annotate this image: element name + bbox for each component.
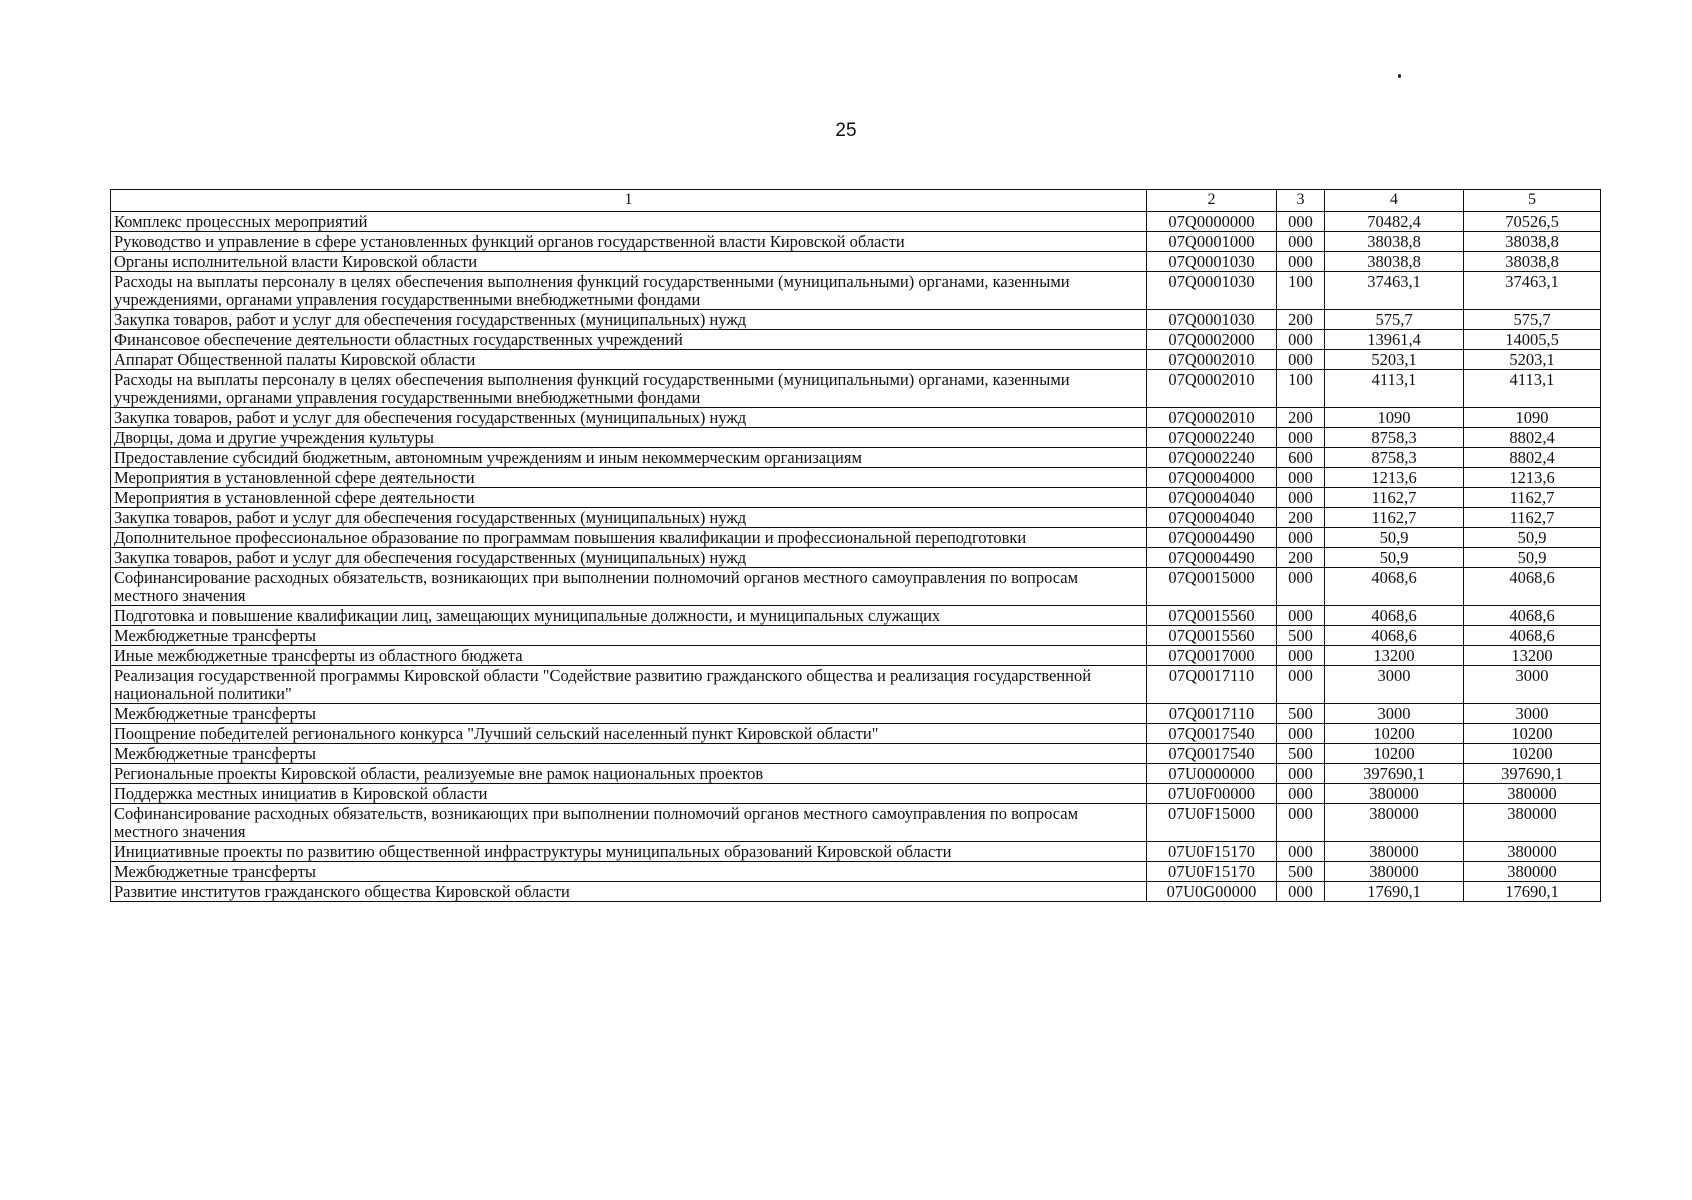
row-amount-1: 1090 (1325, 408, 1464, 428)
row-name: Реализация государственной программы Кировской области "Содействие развитию гражданского общества и реализация государственной национальной политики" (111, 666, 1147, 704)
row-target-code: 07U0F15170 (1147, 862, 1277, 882)
table-row (111, 272, 1601, 310)
row-amount-2: 17690,1 (1464, 882, 1601, 902)
row-amount-2: 37463,1 (1464, 272, 1601, 310)
row-name: Софинансирование расходных обязательств, возникающих при выполнении полномочий органов местного самоуправления по вопросам местного значения (111, 568, 1147, 606)
row-amount-1: 3000 (1325, 666, 1464, 704)
row-amount-2: 50,9 (1464, 548, 1601, 568)
row-amount-1: 380000 (1325, 804, 1464, 842)
table-row (111, 212, 1601, 232)
row-name: Комплекс процессных мероприятий (111, 212, 1147, 232)
row-amount-2: 380000 (1464, 842, 1601, 862)
row-amount-1: 380000 (1325, 842, 1464, 862)
row-amount-2: 3000 (1464, 704, 1601, 724)
table-row (111, 448, 1601, 468)
table-row (111, 568, 1601, 606)
row-target-code: 07U0F15170 (1147, 842, 1277, 862)
row-target-code: 07Q0002010 (1147, 350, 1277, 370)
row-amount-2: 4113,1 (1464, 370, 1601, 408)
row-name: Межбюджетные трансферты (111, 626, 1147, 646)
table-row (111, 468, 1601, 488)
row-amount-1: 380000 (1325, 784, 1464, 804)
row-target-code: 07Q0001000 (1147, 232, 1277, 252)
table-row (111, 528, 1601, 548)
row-amount-2: 10200 (1464, 724, 1601, 744)
row-amount-1: 17690,1 (1325, 882, 1464, 902)
table-row (111, 744, 1601, 764)
row-expense-kind: 000 (1277, 232, 1325, 252)
row-target-code: 07Q0000000 (1147, 212, 1277, 232)
table-row (111, 704, 1601, 724)
scan-speck (1398, 74, 1401, 78)
row-target-code: 07U0G00000 (1147, 882, 1277, 902)
row-target-code: 07Q0002240 (1147, 428, 1277, 448)
row-name: Инициативные проекты по развитию общественной инфраструктуры муниципальных образований Кировской области (111, 842, 1147, 862)
row-target-code: 07Q0001030 (1147, 310, 1277, 330)
row-amount-1: 37463,1 (1325, 272, 1464, 310)
row-target-code: 07Q0017110 (1147, 666, 1277, 704)
row-target-code: 07Q0017540 (1147, 724, 1277, 744)
row-expense-kind: 200 (1277, 310, 1325, 330)
row-name: Развитие институтов гражданского общества Кировской области (111, 882, 1147, 902)
table-row (111, 666, 1601, 704)
row-amount-2: 8802,4 (1464, 448, 1601, 468)
row-amount-2: 3000 (1464, 666, 1601, 704)
col-header-kind: 3 (1277, 190, 1325, 212)
page-number: 25 (835, 120, 857, 141)
table-row (111, 232, 1601, 252)
row-amount-2: 1162,7 (1464, 508, 1601, 528)
row-target-code: 07Q0015560 (1147, 626, 1277, 646)
row-name: Финансовое обеспечение деятельности областных государственных учреждений (111, 330, 1147, 350)
row-target-code: 07Q0017110 (1147, 704, 1277, 724)
row-expense-kind: 000 (1277, 724, 1325, 744)
table-body (111, 212, 1601, 902)
row-amount-2: 8802,4 (1464, 428, 1601, 448)
row-expense-kind: 000 (1277, 428, 1325, 448)
row-expense-kind: 000 (1277, 606, 1325, 626)
row-amount-1: 70482,4 (1325, 212, 1464, 232)
row-amount-2: 5203,1 (1464, 350, 1601, 370)
row-amount-1: 10200 (1325, 744, 1464, 764)
row-expense-kind: 000 (1277, 528, 1325, 548)
table-row (111, 804, 1601, 842)
col-header-name: 1 (111, 190, 1147, 212)
row-expense-kind: 100 (1277, 370, 1325, 408)
row-name: Закупка товаров, работ и услуг для обеспечения государственных (муниципальных) нужд (111, 548, 1147, 568)
row-amount-2: 380000 (1464, 862, 1601, 882)
row-name: Межбюджетные трансферты (111, 862, 1147, 882)
row-amount-1: 1213,6 (1325, 468, 1464, 488)
table-row (111, 370, 1601, 408)
row-expense-kind: 000 (1277, 764, 1325, 784)
row-name: Поощрение победителей регионального конкурса "Лучший сельский населенный пункт Кировской области" (111, 724, 1147, 744)
table-row (111, 784, 1601, 804)
row-amount-1: 8758,3 (1325, 448, 1464, 468)
row-amount-1: 575,7 (1325, 310, 1464, 330)
row-target-code: 07Q0004490 (1147, 528, 1277, 548)
row-target-code: 07U0F15000 (1147, 804, 1277, 842)
row-amount-1: 4068,6 (1325, 568, 1464, 606)
row-name: Аппарат Общественной палаты Кировской области (111, 350, 1147, 370)
col-header-code: 2 (1147, 190, 1277, 212)
row-expense-kind: 500 (1277, 704, 1325, 724)
row-target-code: 07Q0001030 (1147, 252, 1277, 272)
row-amount-2: 38038,8 (1464, 252, 1601, 272)
row-name: Закупка товаров, работ и услуг для обеспечения государственных (муниципальных) нужд (111, 310, 1147, 330)
row-target-code: 07Q0004040 (1147, 488, 1277, 508)
row-amount-2: 380000 (1464, 804, 1601, 842)
row-amount-2: 1090 (1464, 408, 1601, 428)
table-row (111, 606, 1601, 626)
row-expense-kind: 200 (1277, 508, 1325, 528)
row-target-code: 07U0000000 (1147, 764, 1277, 784)
row-target-code: 07Q0004000 (1147, 468, 1277, 488)
table-row (111, 350, 1601, 370)
row-expense-kind: 000 (1277, 666, 1325, 704)
row-amount-1: 38038,8 (1325, 252, 1464, 272)
table-row (111, 862, 1601, 882)
row-name: Предоставление субсидий бюджетным, автономным учреждениям и иным некоммерческим организациям (111, 448, 1147, 468)
row-amount-2: 70526,5 (1464, 212, 1601, 232)
row-expense-kind: 000 (1277, 350, 1325, 370)
table-row (111, 842, 1601, 862)
table-row (111, 488, 1601, 508)
row-amount-1: 8758,3 (1325, 428, 1464, 448)
row-name: Межбюджетные трансферты (111, 704, 1147, 724)
row-amount-2: 10200 (1464, 744, 1601, 764)
table-row (111, 626, 1601, 646)
row-name: Закупка товаров, работ и услуг для обеспечения государственных (муниципальных) нужд (111, 508, 1147, 528)
row-amount-1: 1162,7 (1325, 488, 1464, 508)
row-name: Руководство и управление в сфере установленных функций органов государственной власти Кировской области (111, 232, 1147, 252)
row-amount-2: 14005,5 (1464, 330, 1601, 350)
row-name: Софинансирование расходных обязательств, возникающих при выполнении полномочий органов местного самоуправления по вопросам местного значения (111, 804, 1147, 842)
row-expense-kind: 200 (1277, 408, 1325, 428)
row-expense-kind: 500 (1277, 862, 1325, 882)
row-name: Мероприятия в установленной сфере деятельности (111, 468, 1147, 488)
row-expense-kind: 000 (1277, 882, 1325, 902)
row-name: Региональные проекты Кировской области, реализуемые вне рамок национальных проектов (111, 764, 1147, 784)
row-amount-1: 1162,7 (1325, 508, 1464, 528)
row-amount-1: 4113,1 (1325, 370, 1464, 408)
col-header-amount-2: 5 (1464, 190, 1601, 212)
row-expense-kind: 000 (1277, 804, 1325, 842)
row-amount-1: 3000 (1325, 704, 1464, 724)
row-expense-kind: 000 (1277, 212, 1325, 232)
table-row (111, 330, 1601, 350)
row-amount-1: 50,9 (1325, 528, 1464, 548)
table-row (111, 428, 1601, 448)
row-amount-1: 380000 (1325, 862, 1464, 882)
column-number-row (111, 190, 1601, 212)
row-expense-kind: 000 (1277, 252, 1325, 272)
table-row (111, 310, 1601, 330)
row-amount-1: 397690,1 (1325, 764, 1464, 784)
row-name: Подготовка и повышение квалификации лиц, замещающих муниципальные должности, и муниципальных служащих (111, 606, 1147, 626)
row-name: Поддержка местных инициатив в Кировской области (111, 784, 1147, 804)
row-amount-2: 575,7 (1464, 310, 1601, 330)
row-target-code: 07Q0004490 (1147, 548, 1277, 568)
row-expense-kind: 200 (1277, 548, 1325, 568)
row-amount-2: 380000 (1464, 784, 1601, 804)
row-target-code: 07Q0001030 (1147, 272, 1277, 310)
table-row (111, 882, 1601, 902)
row-amount-2: 4068,6 (1464, 606, 1601, 626)
row-expense-kind: 600 (1277, 448, 1325, 468)
row-name: Расходы на выплаты персоналу в целях обеспечения выполнения функций государственными (муниципальными) органами, казенными учреждениями, органами управления государственными внебюджетными фондами (111, 272, 1147, 310)
row-target-code: 07Q0015000 (1147, 568, 1277, 606)
table-row (111, 252, 1601, 272)
table-row (111, 646, 1601, 666)
row-amount-1: 10200 (1325, 724, 1464, 744)
col-header-amount-1: 4 (1325, 190, 1464, 212)
row-amount-2: 4068,6 (1464, 568, 1601, 606)
row-target-code: 07Q0002010 (1147, 370, 1277, 408)
row-target-code: 07Q0002000 (1147, 330, 1277, 350)
row-name: Дополнительное профессиональное образование по программам повышения квалификации и профессиональной переподготовки (111, 528, 1147, 548)
row-amount-1: 50,9 (1325, 548, 1464, 568)
row-expense-kind: 000 (1277, 330, 1325, 350)
row-amount-1: 13200 (1325, 646, 1464, 666)
row-amount-2: 397690,1 (1464, 764, 1601, 784)
row-expense-kind: 000 (1277, 488, 1325, 508)
row-amount-1: 13961,4 (1325, 330, 1464, 350)
table-row (111, 724, 1601, 744)
table-row (111, 764, 1601, 784)
row-expense-kind: 000 (1277, 568, 1325, 606)
row-amount-2: 1162,7 (1464, 488, 1601, 508)
row-target-code: 07Q0002240 (1147, 448, 1277, 468)
row-expense-kind: 000 (1277, 842, 1325, 862)
row-amount-1: 4068,6 (1325, 606, 1464, 626)
row-amount-1: 38038,8 (1325, 232, 1464, 252)
row-target-code: 07Q0015560 (1147, 606, 1277, 626)
row-name: Расходы на выплаты персоналу в целях обеспечения выполнения функций государственными (муниципальными) органами, казенными учреждениями, органами управления государственными внебюджетными фондами (111, 370, 1147, 408)
row-name: Иные межбюджетные трансферты из областного бюджета (111, 646, 1147, 666)
row-target-code: 07Q0017540 (1147, 744, 1277, 764)
row-expense-kind: 000 (1277, 784, 1325, 804)
row-target-code: 07Q0017000 (1147, 646, 1277, 666)
row-expense-kind: 000 (1277, 468, 1325, 488)
row-name: Мероприятия в установленной сфере деятельности (111, 488, 1147, 508)
row-amount-2: 13200 (1464, 646, 1601, 666)
row-target-code: 07Q0002010 (1147, 408, 1277, 428)
row-expense-kind: 100 (1277, 272, 1325, 310)
table-row (111, 508, 1601, 528)
row-amount-1: 5203,1 (1325, 350, 1464, 370)
row-amount-2: 4068,6 (1464, 626, 1601, 646)
row-name: Межбюджетные трансферты (111, 744, 1147, 764)
budget-table (110, 189, 1601, 902)
row-amount-2: 38038,8 (1464, 232, 1601, 252)
row-name: Закупка товаров, работ и услуг для обеспечения государственных (муниципальных) нужд (111, 408, 1147, 428)
row-amount-2: 1213,6 (1464, 468, 1601, 488)
row-target-code: 07U0F00000 (1147, 784, 1277, 804)
row-expense-kind: 500 (1277, 626, 1325, 646)
row-target-code: 07Q0004040 (1147, 508, 1277, 528)
table-row (111, 548, 1601, 568)
row-expense-kind: 000 (1277, 646, 1325, 666)
row-expense-kind: 500 (1277, 744, 1325, 764)
row-name: Дворцы, дома и другие учреждения культуры (111, 428, 1147, 448)
table-row (111, 408, 1601, 428)
row-name: Органы исполнительной власти Кировской области (111, 252, 1147, 272)
row-amount-1: 4068,6 (1325, 626, 1464, 646)
row-amount-2: 50,9 (1464, 528, 1601, 548)
